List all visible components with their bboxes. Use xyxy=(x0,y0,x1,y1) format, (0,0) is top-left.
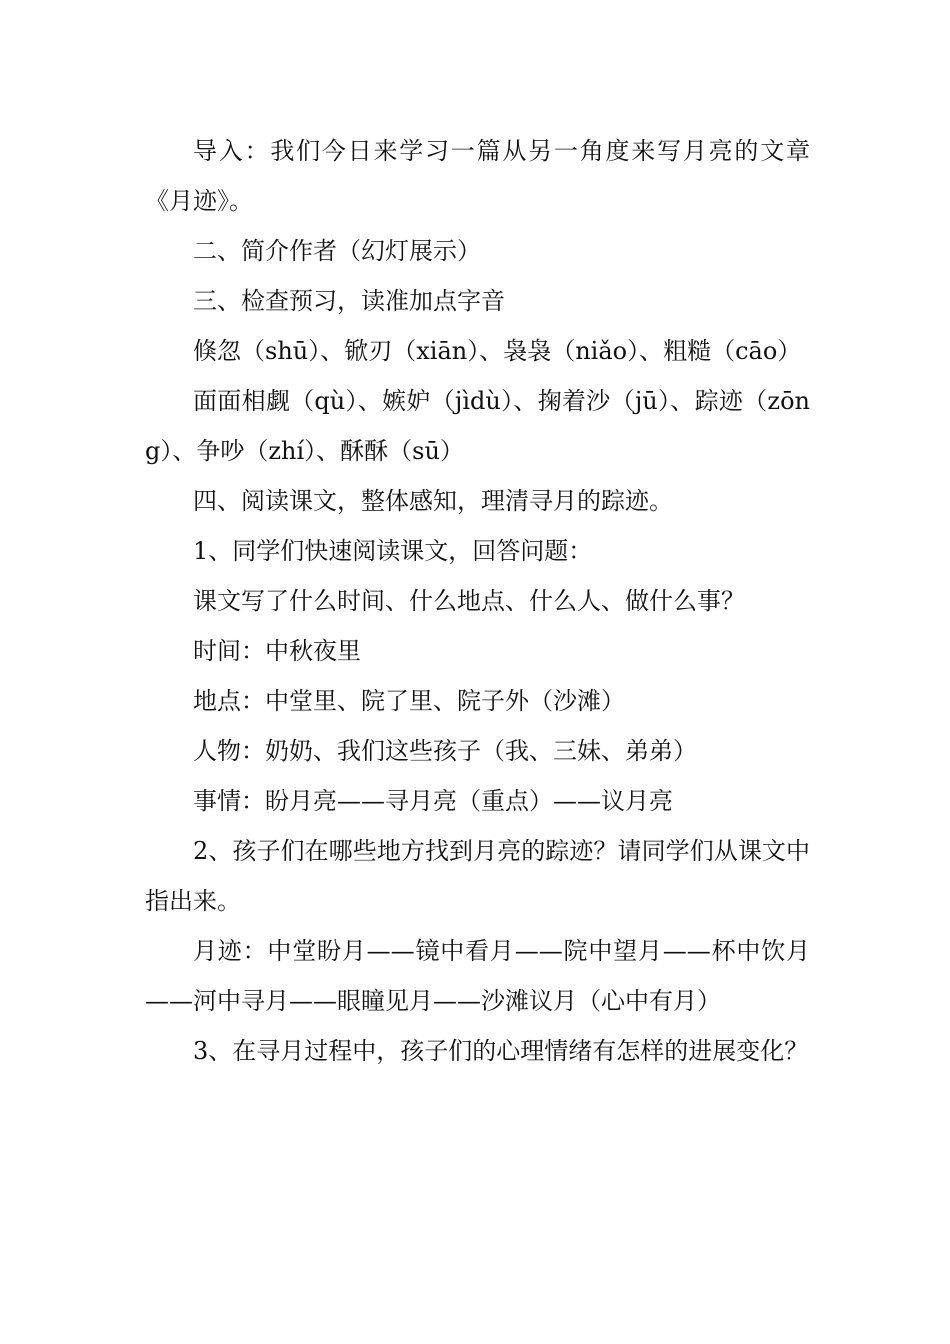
paragraph-time: 时间：中秋夜里 xyxy=(193,637,361,665)
paragraph-place: 地点：中堂里、院了里、院子外（沙滩） xyxy=(193,687,625,715)
paragraph-section-4: 四、阅读课文，整体感知，理清寻月的踪迹。 xyxy=(193,487,673,515)
paragraph-moon-traces: 月迹：中堂盼月——镜中看月——院中望月——杯中饮月——河中寻月——眼瞳见月——沙滩议月（心中有月） xyxy=(145,937,810,1015)
paragraph-intro: 导入：我们今日来学习一篇从另一角度来写月亮的文章《月迹》。 xyxy=(145,137,810,215)
paragraph-question-3: 3、在寻月过程中，孩子们的心理情绪有怎样的进展变化？ xyxy=(193,1037,809,1065)
paragraph-pinyin-1: 倏忽（shū）、锨刃（xiān）、袅袅（niǎo）、粗糙（cāo） xyxy=(193,337,802,365)
paragraph-question-1-prompt: 课文写了什么时间、什么地点、什么人、做什么事？ xyxy=(193,587,745,615)
paragraph-people: 人物：奶奶、我们这些孩子（我、三妹、弟弟） xyxy=(193,737,697,765)
paragraph-pinyin-2: 面面相觑（qù）、嫉妒（jìdù）、掬着沙（jū）、踪迹（zōng）、争吵（zhí）、酥酥（sū） xyxy=(145,387,810,465)
paragraph-section-3: 三、检查预习，读准加点字音 xyxy=(193,287,505,315)
paragraph-events: 事情：盼月亮——寻月亮（重点）——议月亮 xyxy=(193,787,673,815)
paragraph-section-2: 二、简介作者（幻灯展示） xyxy=(193,237,481,265)
document-body xyxy=(145,126,810,1076)
paragraph-question-2: 2、孩子们在哪些地方找到月亮的踪迹？请同学们从课文中指出来。 xyxy=(145,837,810,915)
paragraph-question-1: 1、同学们快速阅读课文，回答问题： xyxy=(193,537,593,565)
